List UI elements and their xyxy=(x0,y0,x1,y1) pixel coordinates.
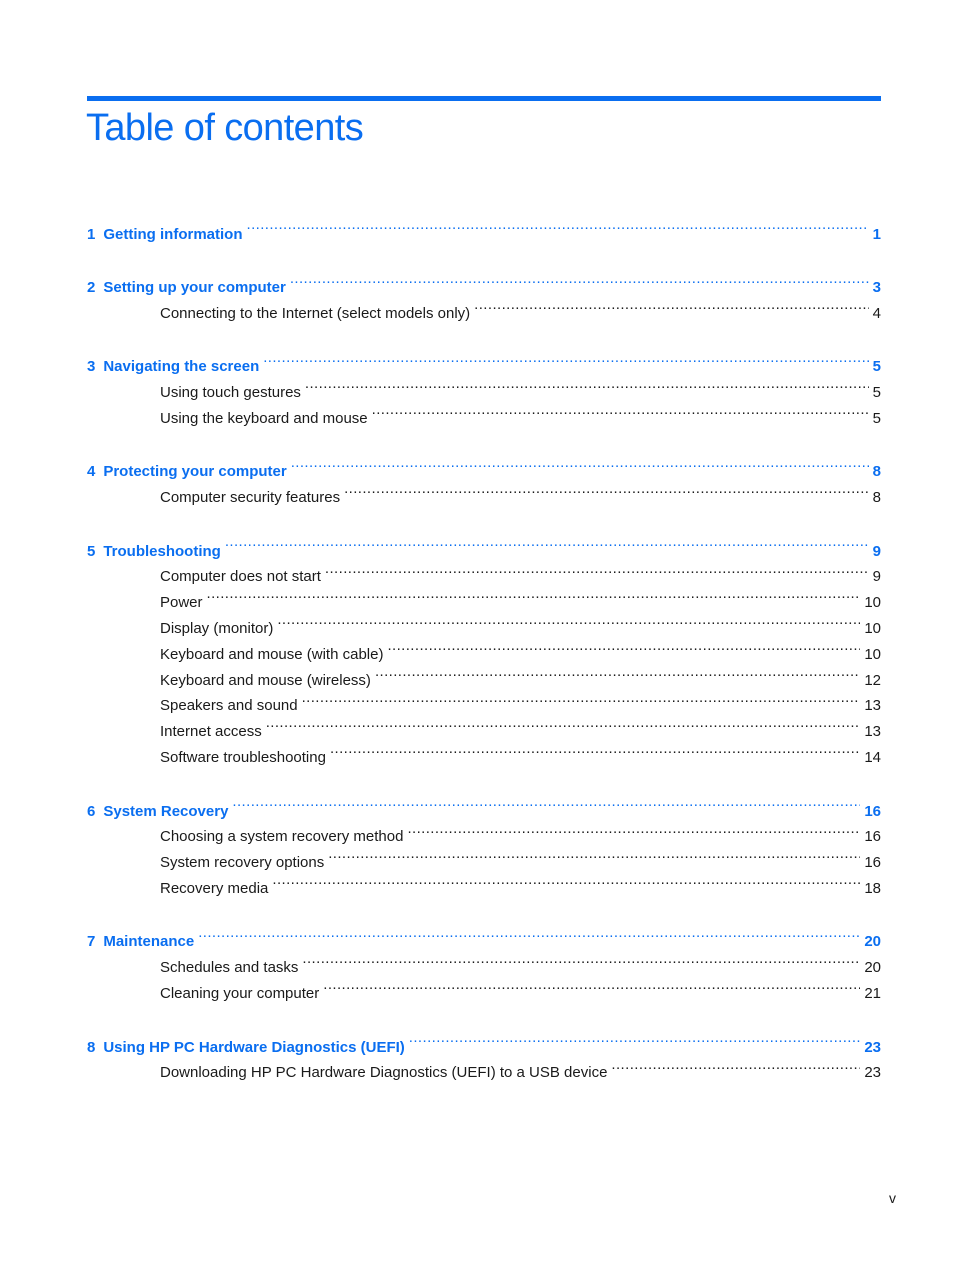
dot-leader xyxy=(323,972,860,998)
chapter-number: 6 xyxy=(87,802,96,820)
chapter-title: Maintenance xyxy=(103,933,195,951)
toc-section-link[interactable] xyxy=(87,607,881,638)
section-page-number: 14 xyxy=(864,749,881,767)
dot-leader xyxy=(302,946,860,972)
section-page-number: 10 xyxy=(864,645,881,663)
section-title: Speakers and sound xyxy=(160,697,298,715)
section-page-number: 10 xyxy=(864,620,881,638)
section-page-number: 13 xyxy=(864,697,881,715)
dot-leader xyxy=(266,710,861,736)
toc-section-link[interactable] xyxy=(87,946,881,977)
section-page-number: 16 xyxy=(864,828,881,846)
chapter-page-number: 23 xyxy=(864,1038,881,1056)
chapter-title: Navigating the screen xyxy=(103,358,260,376)
chapter-title: Troubleshooting xyxy=(103,542,221,560)
dot-leader xyxy=(372,397,869,423)
dot-leader xyxy=(207,581,861,607)
dot-leader xyxy=(375,659,860,685)
dot-leader xyxy=(325,556,869,582)
dot-leader xyxy=(409,1024,861,1052)
dot-leader xyxy=(290,265,869,293)
dot-leader xyxy=(272,867,860,893)
section-title: Downloading HP PC Hardware Diagnostics (UEFI) to a USB device xyxy=(160,1064,608,1082)
section-page-number: 16 xyxy=(864,854,881,872)
section-title: Cleaning your computer xyxy=(160,985,320,1003)
toc-section-link[interactable] xyxy=(87,581,881,612)
chapter-page-number: 3 xyxy=(872,279,881,296)
dot-leader xyxy=(387,633,860,659)
dot-leader xyxy=(277,607,860,633)
section-title: Display (monitor) xyxy=(160,620,274,638)
section-title: Internet access xyxy=(160,723,262,741)
toc-chapter-2 xyxy=(87,265,881,322)
toc-chapter-link[interactable] xyxy=(87,211,881,243)
section-title: Using the keyboard and mouse xyxy=(160,409,368,427)
toc-chapter-link[interactable] xyxy=(87,449,881,481)
section-page-number: 23 xyxy=(864,1064,881,1082)
section-page-number: 5 xyxy=(872,384,881,402)
section-page-number: 18 xyxy=(864,879,881,897)
chapter-page-number: 1 xyxy=(872,225,881,243)
chapter-number: 7 xyxy=(87,933,96,951)
chapter-page-number: 20 xyxy=(864,933,881,951)
toc-chapter-7 xyxy=(87,919,881,1003)
chapter-title: Getting information xyxy=(103,225,243,243)
dot-leader xyxy=(302,685,861,711)
section-title: Power xyxy=(160,594,203,612)
toc-chapter-4 xyxy=(87,449,881,507)
section-title: Keyboard and mouse (with cable) xyxy=(160,645,384,663)
section-title: Connecting to the Internet (select models only) xyxy=(160,304,471,322)
section-page-number: 4 xyxy=(872,304,881,322)
dot-leader xyxy=(344,476,869,502)
dot-leader xyxy=(225,528,869,556)
chapter-number: 4 xyxy=(87,463,96,481)
chapter-page-number: 8 xyxy=(872,463,881,481)
section-page-number: 9 xyxy=(872,568,881,586)
toc-chapter-link[interactable] xyxy=(87,528,881,560)
dot-leader xyxy=(407,816,860,842)
toc-chapter-5 xyxy=(87,528,881,767)
chapter-number: 3 xyxy=(87,358,96,376)
toc-chapter-link[interactable] xyxy=(87,919,881,951)
toc-chapter-6 xyxy=(87,788,881,897)
section-title: Choosing a system recovery method xyxy=(160,828,404,846)
page-number: v xyxy=(889,1190,896,1206)
dot-leader xyxy=(232,788,860,816)
section-page-number: 8 xyxy=(872,489,881,507)
toc-chapter-8 xyxy=(87,1024,881,1082)
chapter-page-number: 9 xyxy=(872,542,881,560)
section-title: Computer security features xyxy=(160,489,341,507)
section-page-number: 5 xyxy=(872,409,881,427)
dot-leader xyxy=(611,1052,860,1078)
section-title: Schedules and tasks xyxy=(160,959,299,977)
chapter-number: 5 xyxy=(87,542,96,560)
toc-chapter-3 xyxy=(87,344,881,427)
toc-chapter-link[interactable] xyxy=(87,788,881,820)
section-title: System recovery options xyxy=(160,854,325,872)
chapter-title: System Recovery xyxy=(103,802,229,820)
toc-chapter-1 xyxy=(87,211,881,243)
chapter-title: Using HP PC Hardware Diagnostics (UEFI) xyxy=(103,1038,405,1056)
dot-leader xyxy=(247,211,869,239)
section-title: Software troubleshooting xyxy=(160,749,326,767)
section-page-number: 13 xyxy=(864,723,881,741)
dot-leader xyxy=(263,344,868,372)
section-title: Recovery media xyxy=(160,879,269,897)
dot-leader xyxy=(474,292,868,318)
title-rule xyxy=(87,96,881,101)
dot-leader xyxy=(328,841,860,867)
toc-chapter-link[interactable] xyxy=(87,265,881,296)
dot-leader xyxy=(198,919,860,947)
section-title: Using touch gestures xyxy=(160,384,301,402)
table-of-contents xyxy=(87,211,881,1082)
section-page-number: 10 xyxy=(864,594,881,612)
dot-leader xyxy=(330,736,860,762)
chapter-title: Protecting your computer xyxy=(103,463,287,481)
section-page-number: 12 xyxy=(864,671,881,689)
chapter-number: 1 xyxy=(87,225,96,243)
toc-chapter-link[interactable] xyxy=(87,344,881,376)
chapter-page-number: 16 xyxy=(864,802,881,820)
dot-leader xyxy=(305,371,869,397)
chapter-page-number: 5 xyxy=(872,358,881,376)
section-page-number: 20 xyxy=(864,959,881,977)
chapter-number: 8 xyxy=(87,1038,96,1056)
dot-leader xyxy=(291,449,869,477)
chapter-title: Setting up your computer xyxy=(103,279,286,296)
section-page-number: 21 xyxy=(864,985,881,1003)
section-title: Keyboard and mouse (wireless) xyxy=(160,671,371,689)
section-title: Computer does not start xyxy=(160,568,321,586)
chapter-number: 2 xyxy=(87,279,96,296)
toc-chapter-link[interactable] xyxy=(87,1024,881,1056)
page-title: Table of contents xyxy=(86,107,364,149)
